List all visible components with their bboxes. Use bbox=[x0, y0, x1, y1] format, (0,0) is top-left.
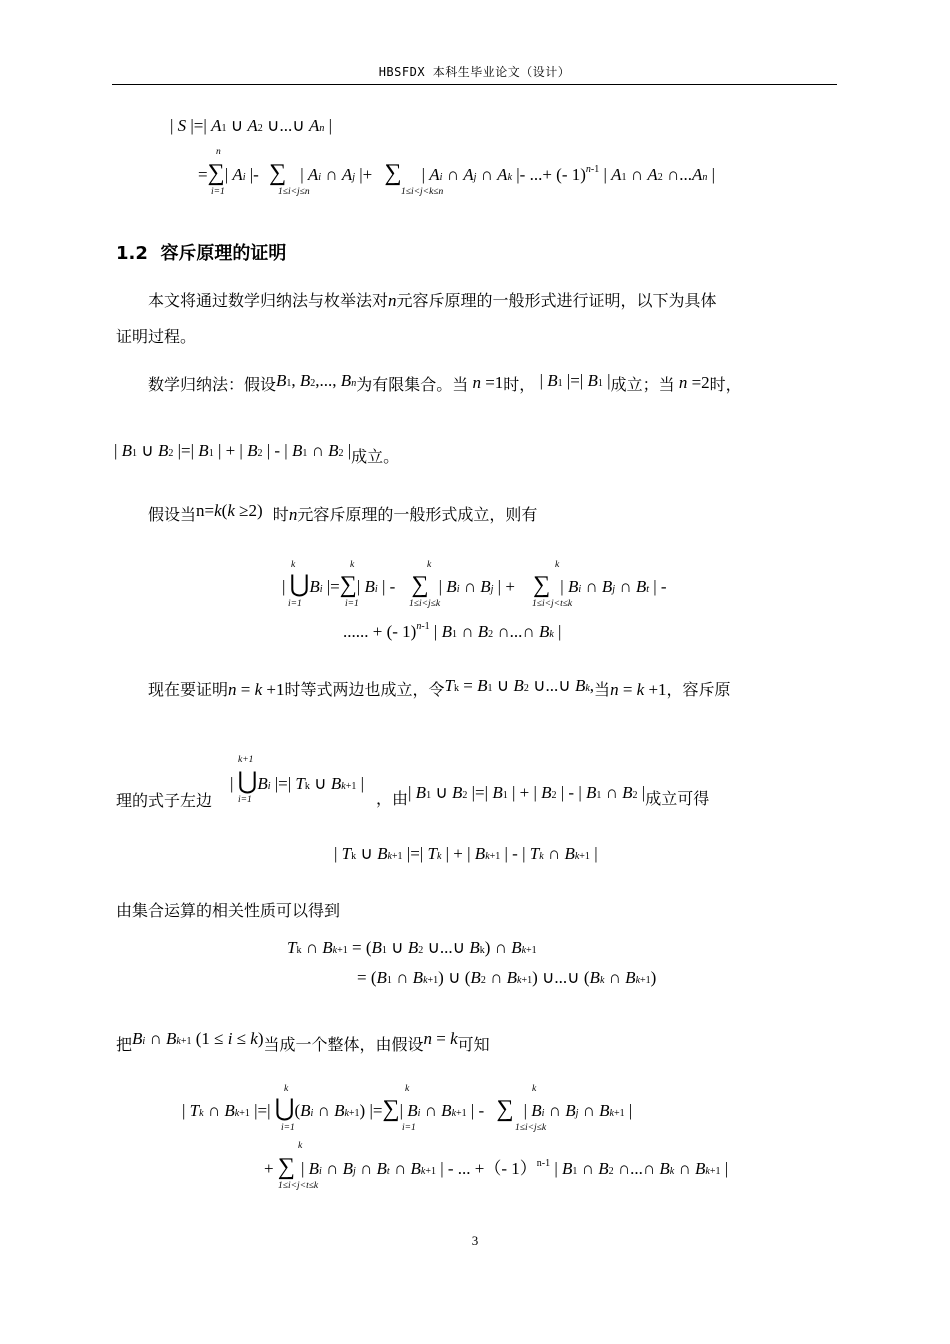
formula-inclusion-exclusion: =∑| Ai |- ∑ | Ai ∩ Aj |+ ∑ | Ai ∩ Aj ∩ Ak |- ...+ (- 1)$^{n-1}$ | A1 ∩ A2 ∩...An | bbox=[198, 160, 716, 186]
intro-text-b: 元容斥原理的一般形式进行证明，以下为具体 bbox=[396, 291, 717, 310]
left-text-b: ，由 bbox=[376, 789, 409, 808]
lower-ijk-a: 1≤i<j≤k bbox=[409, 599, 441, 609]
section-title: 容斥原理的证明 bbox=[160, 243, 287, 264]
intro-line-1: 本文将通过数学归纳法与枚举法对n元容斥原理的一般形式进行证明，以下为具体 bbox=[148, 291, 717, 310]
lower-i1-b: i=1 bbox=[345, 599, 359, 609]
set-ops-line: 由集合运算的相关性质可以得到 bbox=[116, 901, 341, 920]
now-text-d: ，容斥原 bbox=[666, 680, 731, 699]
fin-lower-1: i=1 bbox=[281, 1123, 295, 1133]
formula-induction-hypothesis-1: | ⋃Bi |=∑| Bi | - ∑ | Bi ∩ Bj | + ∑ | Bi ∩ Bj ∩ Bt | - bbox=[282, 572, 667, 598]
induction-line: 数学归纳法：假设B1, B2,..., Bn为有限集合。当 n =1时， | B1 |=| B1 |成立；当 n =2时， bbox=[148, 371, 742, 394]
now-text-c: 当 bbox=[594, 680, 611, 699]
k-upper-3: k bbox=[427, 560, 432, 570]
formula-left-side: | ⋃Bi |=| Tk ∪ Bk+1 | bbox=[230, 769, 364, 795]
intro-text-a: 本文将通过数学归纳法与枚举法对 bbox=[148, 291, 389, 310]
fin-upper-4: k bbox=[298, 1141, 303, 1151]
assume-text-a: 假设当 bbox=[148, 505, 197, 524]
formula-induction-hypothesis-2: ...... + (- 1)$^{n-1}$ | B1 ∩ B2 ∩...∩ Bk | bbox=[343, 621, 562, 641]
induction-text-b: 为有限集合。当 bbox=[356, 375, 469, 394]
page-header: HBSFDX 本科生毕业论文（设计） bbox=[378, 65, 571, 79]
k-upper-4: k bbox=[555, 560, 560, 570]
k1-upper: k+1 bbox=[238, 755, 254, 765]
holds-text: 成立。 bbox=[351, 447, 400, 466]
induction-text-e: 时， bbox=[709, 375, 742, 394]
now-text-b: 时等式两边也成立，令 bbox=[284, 680, 445, 699]
formula-distributive-2: = (B1 ∩ Bk+1) ∪ (B2 ∩ Bk+1) ∪...∪ (Bk ∩ Bk+1) bbox=[357, 968, 657, 987]
left-side-label: 理的式子左边 bbox=[116, 791, 213, 810]
lower-i1-a: i=1 bbox=[288, 599, 302, 609]
k-upper-1: k bbox=[291, 560, 296, 570]
whole-text-a: 把 bbox=[116, 1035, 133, 1054]
whole-line: 把Bi ∩ Bk+1 (1 ≤ i ≤ k)当成一个整体，由假设n = k可知 bbox=[116, 1029, 490, 1054]
whole-text-b: 当成一个整体，由假设 bbox=[263, 1035, 424, 1054]
section-number: 1.2 bbox=[116, 243, 148, 264]
intro-line-2: 证明过程。 bbox=[116, 327, 197, 346]
sum-upper-n: n bbox=[216, 147, 221, 157]
assumption-line: 假设当n=k(k ≥2) 时n元容斥原理的一般形式成立，则有 bbox=[148, 501, 538, 524]
sum-lower-ij: 1≤i<j≤n bbox=[278, 187, 310, 197]
sum-lower-ijk: 1≤i<j<k≤n bbox=[401, 187, 444, 197]
fin-upper-1: k bbox=[284, 1084, 289, 1094]
k1-lower: i=1 bbox=[238, 795, 252, 805]
header-rule bbox=[112, 84, 837, 85]
fin-upper-3: k bbox=[532, 1084, 537, 1094]
left-side-cont: ，由| B1 ∪ B2 |=| B1 | + | B2 | - | B1 ∩ B2 |成立可得 bbox=[376, 783, 710, 808]
base-case-line: | B1 ∪ B2 |=| B1 | + | B2 | - | B1 ∩ B2 |成立。 bbox=[114, 441, 400, 466]
formula-two-set: | Tk ∪ Bk+1 |=| Tk | + | Bk+1 | - | Tk ∩ Bk+1 | bbox=[334, 844, 598, 863]
induction-text-a: 数学归纳法：假设 bbox=[148, 375, 277, 394]
now-text-a: 现在要证明 bbox=[148, 680, 229, 699]
formula-distributive-1: Tk ∩ Bk+1 = (B1 ∪ B2 ∪...∪ Bk) ∩ Bk+1 bbox=[287, 938, 537, 957]
induction-text-c: 时， bbox=[503, 375, 536, 394]
formula-final-2: + ∑ | Bi ∩ Bj ∩ Bt ∩ Bk+1 | - ... +（- 1）$^{n-1}$ | B1 ∩ B2 ∩...∩ Bk ∩ Bk+1 | bbox=[264, 1154, 729, 1180]
section-heading bbox=[116, 239, 286, 265]
formula-final-1: | Tk ∩ Bk+1 |=| ⋃(Bi ∩ Bk+1) |=∑| Bi ∩ Bk+1 | - ∑ | Bi ∩ Bj ∩ Bk+1 | bbox=[182, 1096, 633, 1122]
assume-text-b: 时 bbox=[272, 505, 289, 524]
assume-text-c: 元容斥原理的一般形式成立，则有 bbox=[297, 505, 538, 524]
sum-lower-i1: i=1 bbox=[211, 187, 225, 197]
induction-text-d: 成立；当 bbox=[610, 375, 675, 394]
page-number: 3 bbox=[471, 1233, 479, 1248]
fin-lower-3: 1≤i<j≤k bbox=[515, 1123, 547, 1133]
lower-ijtk-a: 1≤i<j<t≤k bbox=[532, 599, 573, 609]
fin-upper-2: k bbox=[405, 1084, 410, 1094]
left-text-c: 成立可得 bbox=[645, 789, 710, 808]
formula-union-size: | S |=| A1 ∪ A2 ∪...∪ An | bbox=[170, 116, 332, 135]
fin-lower-2: i=1 bbox=[402, 1123, 416, 1133]
now-line: 现在要证明n = k +1时等式两边也成立，令Tk = B1 ∪ B2 ∪...∪ Bk,当n = k +1，容斥原 bbox=[148, 676, 731, 699]
fin-lower-4: 1≤i<j<t≤k bbox=[278, 1181, 319, 1191]
whole-text-c: 可知 bbox=[457, 1035, 490, 1054]
k-upper-2: k bbox=[350, 560, 355, 570]
